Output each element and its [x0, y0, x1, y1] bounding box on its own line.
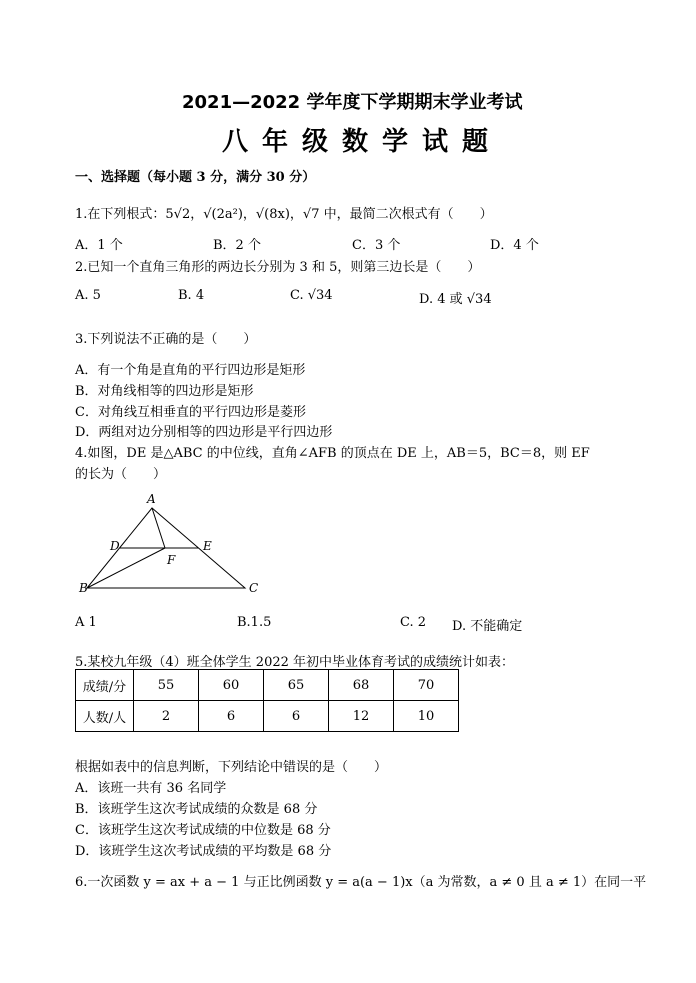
q3-option-a: A．有一个角是直角的平行四边形是矩形	[75, 363, 306, 378]
row-header-score: 成绩/分	[76, 670, 134, 701]
q4-option-c: C. 2	[400, 615, 427, 630]
label-e: E	[203, 539, 212, 553]
table-cell: 6	[199, 701, 264, 732]
q2-option-b: B. 4	[178, 288, 205, 303]
exam-subtitle: 八年级数学试题	[222, 127, 503, 157]
q5-question: 根据如表中的信息判断，下列结论中错误的是（ ）	[75, 760, 388, 775]
table-cell: 12	[329, 701, 394, 732]
q4-option-d: D. 不能确定	[452, 619, 523, 634]
label-f: F	[167, 553, 176, 567]
table-cell: 65	[264, 670, 329, 701]
question-2-stem: 2.已知一个直角三角形的两边长分别为 3 和 5，则第三边长是（ ）	[75, 260, 481, 275]
row-header-count: 人数/人	[76, 701, 134, 732]
table-row	[76, 701, 459, 732]
q5-option-c: C．该班学生这次考试成绩的中位数是 68 分	[75, 823, 331, 838]
q3-option-b: B．对角线相等的四边形是矩形	[75, 384, 254, 399]
label-b: B	[79, 581, 88, 595]
label-c: C	[249, 581, 259, 595]
q3-option-d: D．两组对边分别相等的四边形是平行四边形	[75, 425, 333, 440]
question-4-stem-line1: 4.如图，DE 是△ABC 的中位线，直角∠AFB 的顶点在 DE 上，AB＝5，BC＝8，则 EF	[75, 446, 590, 461]
table-cell: 2	[134, 701, 199, 732]
q2-option-d: D. 4 或 √34	[419, 292, 492, 307]
table-cell: 70	[394, 670, 459, 701]
question-4-stem-line2: 的长为（ ）	[75, 467, 167, 482]
table-cell: 10	[394, 701, 459, 732]
q1-option-c: C．3 个	[352, 238, 401, 253]
q2-option-a: A. 5	[75, 288, 101, 303]
q4-option-b: B.1.5	[237, 615, 272, 630]
segment-bf	[87, 548, 165, 588]
table-cell: 68	[329, 670, 394, 701]
q5-option-b: B．该班学生这次考试成绩的众数是 68 分	[75, 802, 318, 817]
q1-option-a: A．1 个	[75, 238, 123, 253]
table-cell: 6	[264, 701, 329, 732]
score-table	[75, 669, 459, 732]
q5-option-a: A．该班一共有 36 名同学	[75, 781, 227, 796]
q1-option-d: D．4 个	[490, 238, 539, 253]
triangle-figure	[75, 488, 270, 598]
q3-option-c: C．对角线互相垂直的平行四边形是菱形	[75, 405, 306, 420]
table-row	[76, 670, 459, 701]
q4-option-a: A 1	[75, 615, 97, 630]
exam-title: 2021—2022 学年度下学期期末学业考试	[182, 92, 523, 113]
section-heading: 一、选择题（每小题 3 分，满分 30 分）	[75, 170, 316, 185]
q2-option-c: C. √34	[290, 288, 333, 303]
question-5-stem: 5.某校九年级（4）班全体学生 2022 年初中毕业体育考试的成绩统计如表：	[75, 655, 515, 670]
q5-option-d: D．该班学生这次考试成绩的平均数是 68 分	[75, 844, 332, 859]
question-3-stem: 3.下列说法不正确的是（ ）	[75, 332, 257, 347]
label-a: A	[147, 492, 156, 506]
table-cell: 55	[134, 670, 199, 701]
table-cell: 60	[199, 670, 264, 701]
question-6-stem: 6.一次函数 y = ax + a − 1 与正比例函数 y = a(a − 1)x（a 为常数，a ≠ 0 且 a ≠ 1）在同一平	[75, 875, 647, 890]
q1-option-b: B．2 个	[213, 238, 261, 253]
label-d: D	[110, 539, 120, 553]
question-1-stem: 1.在下列根式：5√2，√(2a²)，√(8x)，√7 中，最简二次根式有（ ）	[75, 207, 493, 222]
